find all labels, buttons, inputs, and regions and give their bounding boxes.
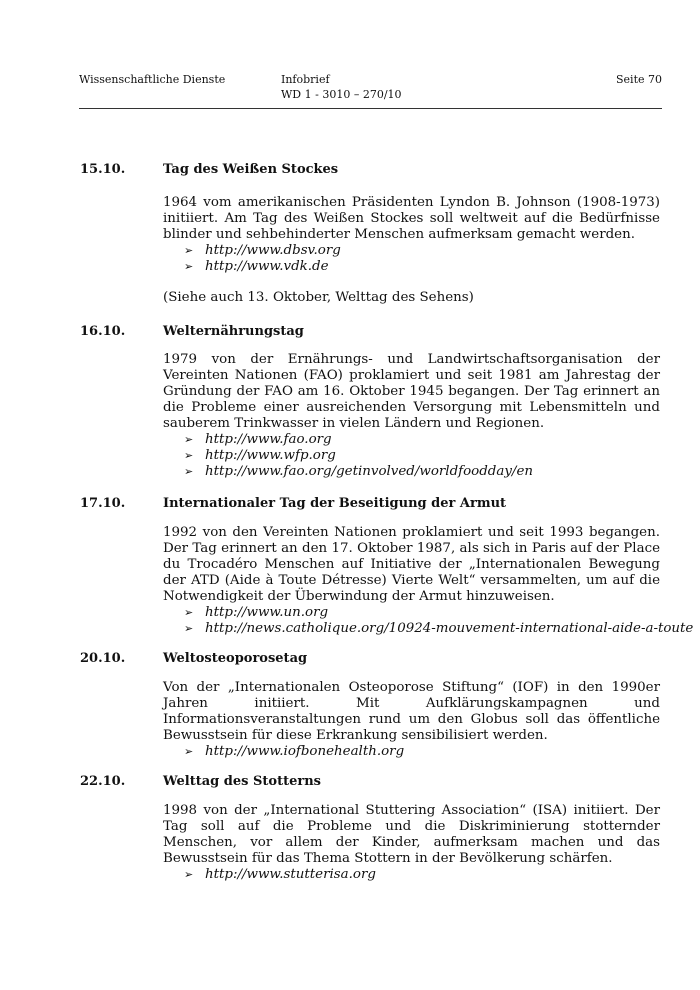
link-url[interactable]: http://www.vdk.de <box>205 259 329 274</box>
entry-title: Tag des Weißen Stockes <box>163 162 339 177</box>
arrow-bullet-icon: ➢ <box>184 465 194 478</box>
entry <box>0 494 700 637</box>
entry-title: Weltosteoporosetag <box>163 651 308 666</box>
entry-text: 1979 von der Ernährungs- und Landwirtschaftsorganisation der Vereinten Nationen (FAO) proklamiert und seit 1981 am Jahrestag der Gründung der FAO am 16. Oktober 1945 begangen. Der Tag erinnert an die Probleme einer ausreichenden Versorgung mit Lebensmitteln und sauberem Trinkwasser in vielen Ländern und Regionen. <box>163 352 660 431</box>
entry-heading <box>0 649 700 669</box>
entry-text: 1992 von den Vereinten Nationen proklamiert und seit 1993 begangen. Der Tag erinnert an den 17. Oktober 1987, als sich in Paris auf der Place du Trocadéro Menschen auf Initiative der „Internationalen Bewegung der ATD (Aide à Toute Détresse) Vierte Welt“ versammelten, um auf die Notwendigkeit der Überwindung der Armut hinzuweisen. <box>163 525 660 604</box>
link-item[interactable] <box>163 259 660 275</box>
entry-body <box>163 342 660 480</box>
arrow-bullet-icon: ➢ <box>184 745 194 758</box>
link-url[interactable]: http://www.wfp.org <box>205 448 336 463</box>
entry-heading <box>0 772 700 792</box>
entry-date: 17.10. <box>80 496 126 511</box>
entry-heading <box>0 494 700 514</box>
link-url[interactable]: http://www.stutterisa.org <box>205 867 376 882</box>
page-header <box>79 72 662 108</box>
link-url[interactable]: http://www.dbsv.org <box>205 243 341 258</box>
link-list <box>163 744 660 760</box>
header-org: Wissenschaftliche Dienste <box>79 73 226 86</box>
entry-text: Von der „Internationalen Osteoporose Stiftung“ (IOF) in den 1990er Jahren initiiert. Mit Aufklärungskampagnen und Informationsveranstaltungen rund um den Globus soll das öffentliche Bewusstsein für diese Erkrankung sensibilisiert werden. <box>163 680 660 743</box>
link-url[interactable]: http://www.un.org <box>205 605 329 620</box>
entry-title: Welttag des Stotterns <box>163 774 321 789</box>
link-url[interactable]: http://www.iofbonehealth.org <box>205 744 405 759</box>
arrow-bullet-icon: ➢ <box>184 622 194 635</box>
link-list <box>163 432 660 480</box>
entry-note: (Siehe auch 13. Oktober, Welttag des Sehens) <box>163 290 474 305</box>
entry <box>0 649 700 760</box>
entry-title: Welternährungstag <box>163 324 304 339</box>
link-url[interactable]: http://www.fao.org/getinvolved/worldfoodday/en <box>205 464 533 479</box>
arrow-bullet-icon: ➢ <box>184 868 194 881</box>
header-divider <box>79 108 662 109</box>
link-item[interactable] <box>163 432 660 448</box>
link-url[interactable]: http://www.fao.org <box>205 432 332 447</box>
link-url[interactable]: http://news.catholique.org/10924-mouvement-international-aide-a-toute <box>205 621 694 636</box>
link-list <box>163 867 660 883</box>
arrow-bullet-icon: ➢ <box>184 260 194 273</box>
arrow-bullet-icon: ➢ <box>184 449 194 462</box>
link-list <box>163 605 694 637</box>
header-page-number: Seite 70 <box>616 73 662 86</box>
entry-date: 20.10. <box>80 651 126 666</box>
entry-title: Internationaler Tag der Beseitigung der Armut <box>163 496 507 511</box>
header-doc-title: Infobrief <box>281 73 330 86</box>
link-item[interactable] <box>163 243 660 259</box>
entry <box>0 160 700 306</box>
link-item[interactable] <box>163 605 660 621</box>
entry-text: 1964 vom amerikanischen Präsidenten Lyndon B. Johnson (1908-1973) initiiert. Am Tag des Weißen Stockes soll weltweit auf die Bedürfnisse blinder und sehbehinderter Menschen aufmerksam gemacht werden. <box>163 195 660 242</box>
arrow-bullet-icon: ➢ <box>184 433 194 446</box>
link-item[interactable] <box>163 464 660 480</box>
link-item[interactable] <box>163 448 660 464</box>
link-item[interactable] <box>163 744 660 760</box>
link-item[interactable] <box>163 867 660 883</box>
arrow-bullet-icon: ➢ <box>184 606 194 619</box>
header-doc <box>281 72 402 102</box>
link-item[interactable] <box>163 621 694 637</box>
entry-body <box>163 180 660 306</box>
entry-text: 1998 von der „International Stuttering Association“ (ISA) initiiert. Der Tag soll auf die Probleme und die Diskriminierung stotternder Menschen, vor allem der Kinder, aufmerksam machen und das Bewusstsein für das Thema Stottern in der Bevölkerung schärfen. <box>163 803 660 866</box>
link-list <box>163 243 660 275</box>
entry <box>0 322 700 480</box>
entry-heading <box>0 322 700 342</box>
entry-body <box>163 669 660 760</box>
entry-heading <box>0 160 700 180</box>
entry-body <box>163 792 660 883</box>
entry <box>0 772 700 883</box>
entry-date: 15.10. <box>80 162 126 177</box>
entry-date: 16.10. <box>80 324 126 339</box>
entry-body <box>163 514 694 637</box>
header-doc-number: WD 1 - 3010 – 270/10 <box>281 88 402 101</box>
arrow-bullet-icon: ➢ <box>184 244 194 257</box>
document-body <box>0 160 700 883</box>
entry-date: 22.10. <box>80 774 126 789</box>
